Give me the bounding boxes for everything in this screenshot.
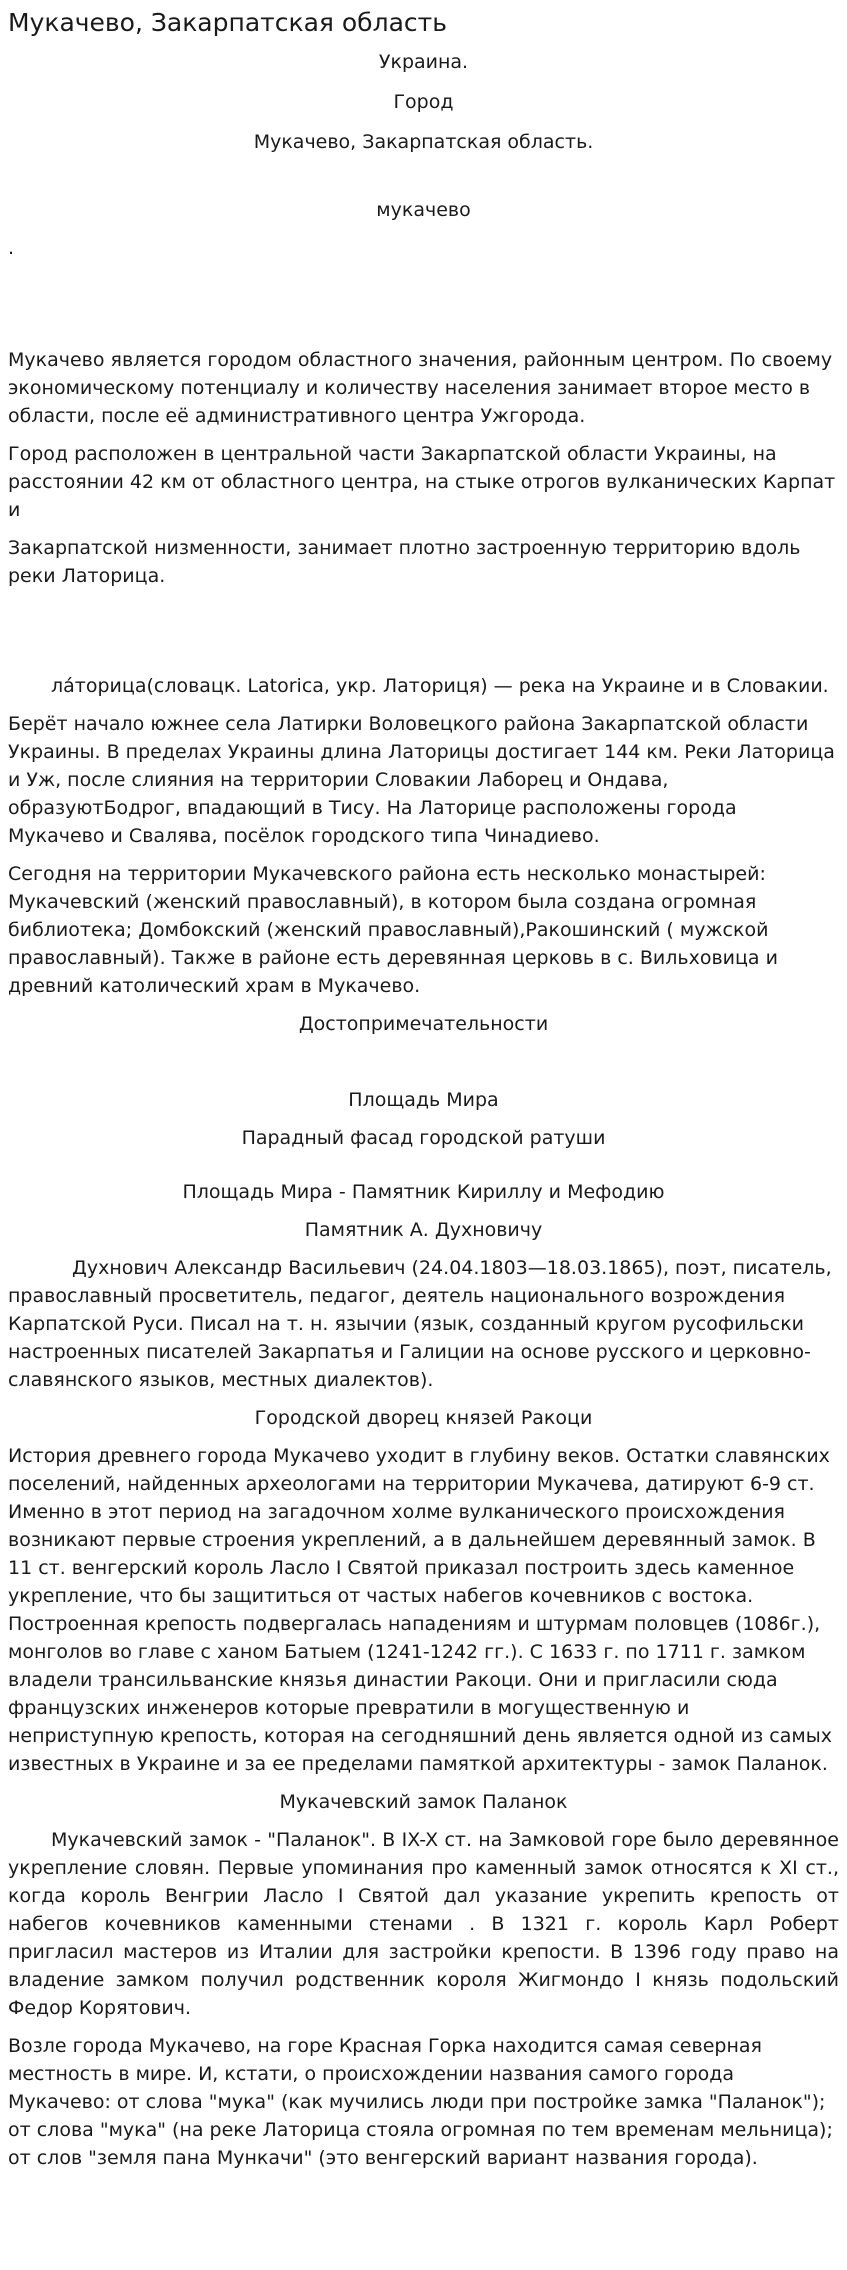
paragraph-lowland: Закарпатской низменности, занимает плотно застроенную территорию вдоль реки Латорица. <box>8 537 801 587</box>
region-line: Мукачево, Закарпатская область. <box>253 131 594 153</box>
dot-line: . <box>8 237 15 259</box>
paragraph-location: Город расположен в центральной части Закарпатской области Украины, на расстоянии 42 км от областного центра, на стыке отрогов вулканических Карпат и <box>8 443 836 521</box>
page-title: Мукачево, Закарпатская область <box>8 8 447 37</box>
paragraph-river: Берёт начало южнее села Латирки Воловецкого района Закарпатской области Украины. В пределах Украины длина Латорицы достигает 144 км. Реки Латорица и Уж, после слияния на территории Словакии Лаборец и Ондава, образуютБодрог, впадающий в Тису. На Латорице расположены города Мукачево и Свалява, посёлок городского типа Чинадиево. <box>8 713 835 847</box>
paragraph-monasteries: Сегодня на территории Мукачевского района есть несколько монастырей: Мукачевский (женский православный), в котором была создана огромная библиотека; Домбокский (женский православный),Ракошинский ( мужской православный). Также в районе есть деревянная церковь в с. Вильховица и древний католический храм в Мукачево. <box>8 863 778 997</box>
palace-heading: Городской дворец князей Ракоци <box>254 1407 593 1429</box>
paragraph-origin: Возле города Мукачево, на горе Красная Горка находится самая северная местность в мире. И, кстати, о происхождении названия самого города Мукачево: от слова "мука" (как мучились люди при постройке замка "Паланок"); от слова "мука" (на реке Латорица стояла огромная по тем временам мельница); от слов "земля пана Мункачи" (это венгерский вариант названия города). <box>8 2035 833 2169</box>
type-line: Город <box>393 91 454 113</box>
paragraph-history: История древнего города Мукачево уходит в глубину веков. Остатки славянских поселений, найденных археологами на территории Мукачева, датируют 6-9 ст. Именно в этот период на загадочном холме вулканического происхождения возникают первые строения укреплений, а в дальнейшем деревянный замок. В 11 ст. венгерский король Ласло I Святой приказал построить здесь каменное укрепление, что бы защититься от частых набегов кочевников с востока. Построенная крепость подвергалась нападениям и штурмам половцев (1086г.), монголов во главе с ханом Батыем (1241-1242 гг.). С 1633 г. по 1711 г. замком владели трансильванские князья династии Ракоци. Они и пригласили сюда французских инженеров которые превратили в могущественную и неприступную крепость, которая на сегодняшний день является одной из самых известных в Украине и за ее пределами памяткой архитектуры - замок Паланок. <box>8 1445 832 1775</box>
sights-heading: Достопримечательности <box>298 1013 549 1035</box>
paragraph-status: Мукачево является городом областного значения, районным центром. По своему экономическому потенциалу и количеству населения занимает второе место в области, после её административного центра Ужгорода. <box>8 349 833 427</box>
paragraph-castle: Мукачевский замок - "Паланок". В IX-X ст. на Замковой горе было деревянное укрепление словян. Первые упоминания про каменный замок относятся к XI ст., когда король Венгрии Ласло I Святой дал указание укрепить крепость от набегов кочевников каменными стенами . В 1321 г. король Карл Роберт пригласил мастеров из Италии для застройки крепости. В 1396 году право на владение замком получил родственник короля Жигмондо I князь подольский Федор Корятович. <box>8 1829 839 2019</box>
facade-caption: Парадный фасад городской ратуши <box>241 1127 606 1149</box>
country-line: Украина. <box>378 51 469 73</box>
paragraph-dukhnovich: Духнович Александр Васильевич (24.04.1803—18.03.1865), поэт, писатель, православный просветитель, педагог, деятель национального возрождения Карпатской Руси. Писал на т. н. язычии (язык, созданный кругом русофильски настроенных писателей Закарпатья и Галиции на основе русского и церковно-славянского языков, местных диалектов). <box>8 1257 832 1391</box>
castle-heading: Мукачевский замок Паланок <box>279 1791 568 1813</box>
monument-cyril-methodius-caption: Площадь Мира - Памятник Кириллу и Мефодию <box>182 1181 665 1203</box>
monument-dukhnovich-caption: Памятник А. Духновичу <box>304 1219 543 1241</box>
paragraph-latorica: лáторица(словацк. Latorica, укр. Латориця) — река на Украине и в Словакии. <box>51 675 829 697</box>
square-heading: Площадь Мира <box>348 1089 499 1111</box>
name-lower-line: мукачево <box>376 199 471 221</box>
